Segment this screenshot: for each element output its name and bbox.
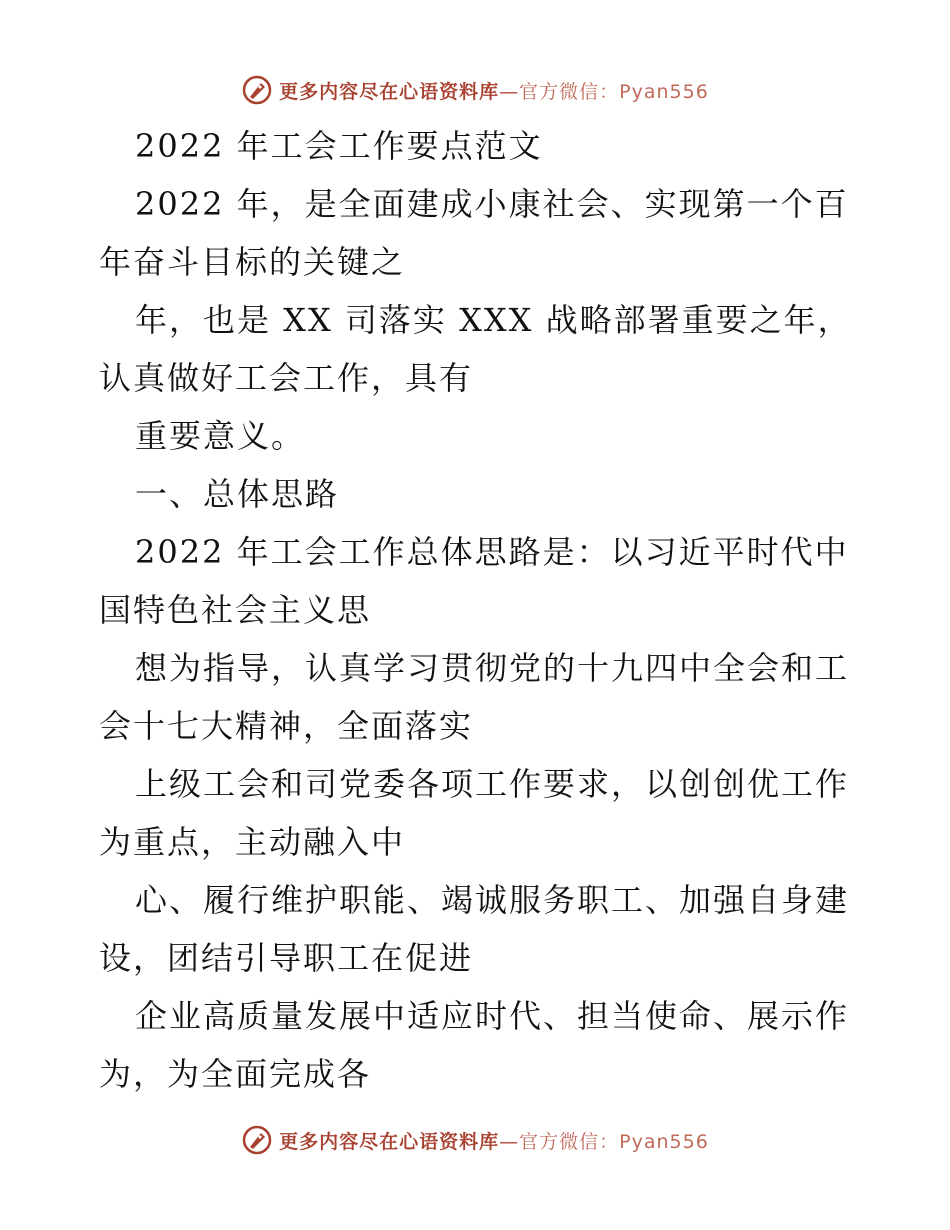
paragraph-line: 认真做好工会工作，具有 [99, 359, 474, 397]
header-dash: — [499, 80, 520, 103]
paragraph-line: 年，也是 XX 司落实 XXX 战略部署重要之年， [135, 301, 852, 339]
paragraph-line: 为，为全面完成各 [99, 1055, 372, 1093]
footer-banner [0, 1120, 950, 1160]
paragraph-line: 2022 年，是全面建成小康社会、实现第一个百 [135, 185, 849, 223]
paragraph-line: 2022 年工会工作总体思路是：以习近平时代中 [135, 533, 849, 571]
header-brand: 更多内容尽在心语资料库 [279, 80, 500, 103]
paragraph-line: 会十七大精神，全面落实 [99, 707, 474, 745]
footer-brand: 更多内容尽在心语资料库 [279, 1130, 500, 1153]
header-banner [0, 70, 950, 110]
pen-nib-logo-icon [241, 1124, 273, 1156]
paragraph-line: 为重点，主动融入中 [99, 823, 406, 861]
paragraph-line: 企业高质量发展中适应时代、担当使命、展示作 [135, 997, 850, 1035]
paragraph-line: 重要意义。 [135, 417, 306, 455]
document-body [99, 117, 859, 1103]
pen-nib-logo-icon [241, 74, 273, 106]
footer-contact: 官方微信：Pyan556 [519, 1130, 709, 1153]
paragraph-line: 心、履行维护职能、竭诚服务职工、加强自身建 [135, 881, 850, 919]
header-banner-text [279, 77, 709, 104]
footer-dash: — [499, 1130, 520, 1153]
paragraph-line: 设，团结引导职工在促进 [99, 939, 474, 977]
paragraph-line: 年奋斗目标的关键之 [99, 243, 406, 281]
paragraph-line: 想为指导，认真学习贯彻党的十九四中全会和工 [135, 649, 850, 687]
header-contact: 官方微信：Pyan556 [519, 80, 709, 103]
footer-banner-text [279, 1127, 709, 1154]
paragraph-line: 国特色社会主义思 [99, 591, 372, 629]
paragraph-line: 2022 年工会工作要点范文 [135, 127, 543, 165]
paragraph-line: 一、总体思路 [135, 475, 340, 513]
paragraph-line: 上级工会和司党委各项工作要求，以创创优工作 [135, 765, 850, 803]
